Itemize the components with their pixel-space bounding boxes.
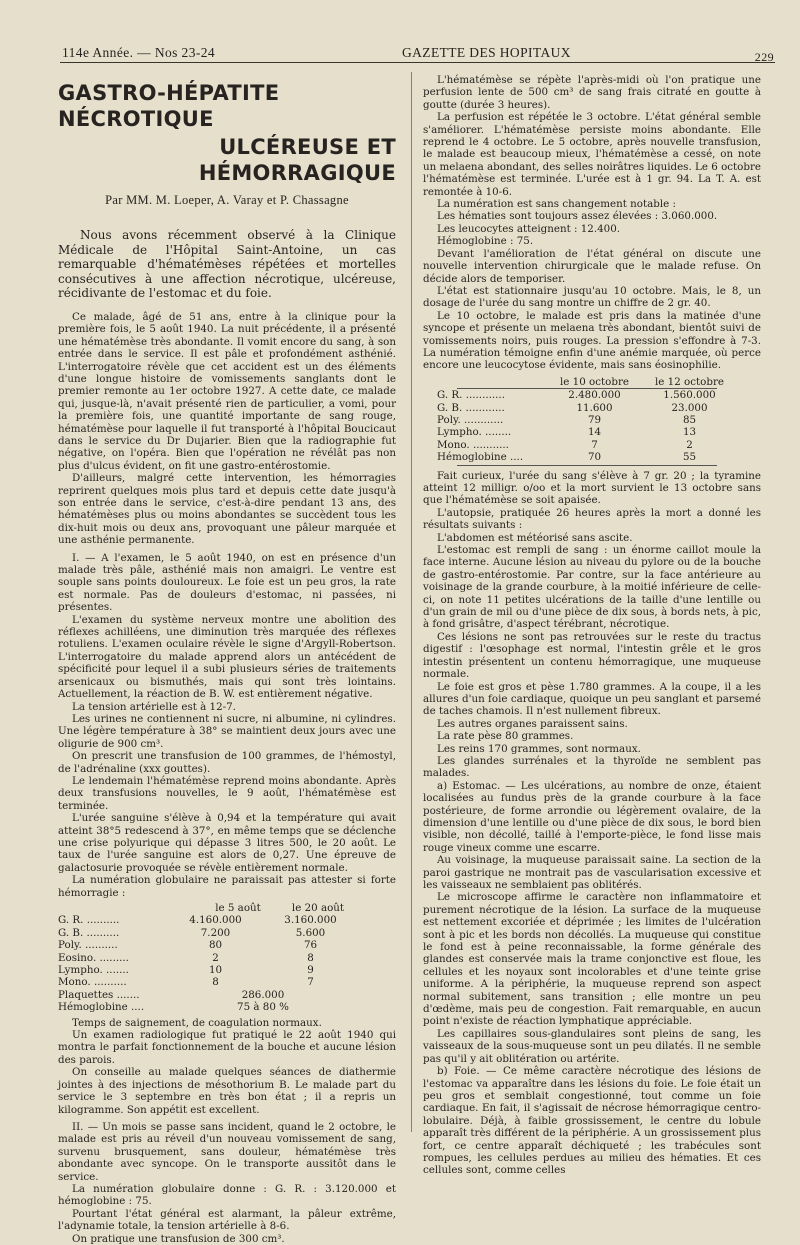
cell: 4.160.000 — [189, 914, 242, 927]
count-block — [437, 210, 761, 247]
cell: 55 — [682, 451, 697, 464]
row-label: Lympho. ........ — [437, 426, 512, 439]
paragraph: La numération globulaire donne : G. R. : 3.120.000 et hémoglobine : 75. — [58, 1182, 396, 1208]
cell: 70 — [587, 451, 602, 464]
table-row — [58, 964, 358, 976]
paragraph: II. — Un mois se passe sans incident, quand le 2 octobre, le malade est pris au réveil d'un nouveau vomissement de sang, survenu brusquement, sans douleur, hématémèse très abondante avec syncope. On le transporte aussitôt dans le service. — [58, 1120, 396, 1183]
table-row — [58, 1001, 358, 1013]
row-label: Poly. .......... — [58, 939, 118, 952]
row-label: Eosino. ......... — [58, 951, 129, 964]
paragraph: Au voisinage, la muqueuse paraissait saine. La section de la paroi gastrique ne montrait pas de vascularisation excessive et les vaisseaux ne semblaient pas oblitérés. — [423, 854, 761, 891]
page-number: 229 — [754, 50, 774, 64]
paragraph: Le microscope affirme le caractère non inflammatoire et purement nécrotique de la lésion. La surface de la muqueuse est nettement excoriée et déprimée ; les limites de l'ulcération sont à pic et les bords non décollés. La muqueuse qui constitue le fond est à peine reconnaissable, la forme générale des glandes est conservée mais la trame conjonctive est floue, les cellules et les noyaux sont incolorables et d'une teinte grise uniforme. A la périphérie, la muqueuse reprend son aspect normal subitement, sans transition ; elle montre un peu d'œdème, mais peu de congestion. Fait remarquable, en aucun point n'existe de réaction lymphatique appréciable. — [423, 891, 761, 1028]
cell: 2 — [686, 438, 693, 451]
blood-count-table — [58, 902, 358, 1014]
cell: 75 à 80 % — [237, 1001, 289, 1014]
paragraph: L'autopsie, pratiquée 26 heures après la mort a donné les résultats suivants : — [423, 506, 761, 532]
article-authors: Par MM. M. Loeper, A. Varay et P. Chassagne — [105, 193, 349, 207]
cell: 2.480.000 — [568, 389, 621, 402]
paragraph: L'hématémèse se répète l'après-midi où l'on pratique une perfusion lente de 500 cm³ de sang frais citraté en goutte à goutte (durée 3 heures). — [423, 74, 761, 111]
column-header: le 5 août — [215, 902, 261, 914]
paragraph: L'estomac est rempli de sang : un énorme caillot moule la face interne. Aucune lésion au niveau du pylore ou de la bouche de gastro-entérostomie. Par contre, sur la face antérieure au voisinage de la grande courbure, à la moitié inférieure de celle-ci, on note 11 petites ulcérations de la taille d'une lentille ou d'un grain de mil ou d'une pièce de dix sous, à bords nets, à pic, à fond grisâtre, d'aspect térébrant, nécrotique. — [423, 544, 761, 631]
cell: 7.200 — [200, 926, 231, 939]
table-row — [437, 426, 737, 438]
column-header: le 10 octobre — [560, 375, 629, 388]
paragraph: L'examen du système nerveux montre une abolition des réflexes achilléens, une diminution très marquée des réflexes rotuliens. L'examen oculaire révèle le signe d'Argyll-Robertson. L'interrogatoire du malade apprend alors un antécédent de spécificité pour lequel il a subi plusieurs séries de traitements arsenicaux ou bismuthés, mais qui sont très lointains. Actuellement, la réaction de B. W. est entièrement négative. — [58, 613, 396, 701]
cell: 10 — [208, 964, 223, 977]
article-abstract: Nous avons récemment observé à la Clinique Médicale de l'Hôpital Saint-Antoine, un cas remarquable d'hématémèses répétées et mortelles consécutives à une affection nécrotique, ulcéreuse, récidivante de l'estomac et du foie. — [58, 228, 396, 301]
paragraph: L'état est stationnaire jusqu'au 10 octobre. Mais, le 8, un dosage de l'urée du sang montre un chiffre de 2 gr. 40. — [423, 284, 761, 310]
paragraph: La tension artérielle est à 12-7. — [72, 700, 236, 713]
row-label: G. B. ............ — [437, 401, 505, 414]
cell: 85 — [682, 413, 697, 426]
cell: 76 — [303, 939, 318, 952]
table-row — [58, 914, 358, 926]
cell: 23.000 — [671, 401, 708, 414]
row-label: Mono. ........... — [437, 438, 509, 451]
article-title-line1: GASTRO-HÉPATITE NÉCROTIQUE — [58, 81, 280, 131]
row-label: G. B. .......... — [58, 926, 120, 939]
table-row — [437, 439, 737, 451]
row-label: G. R. ............ — [437, 389, 505, 402]
table-bottom-rule — [457, 465, 717, 466]
cell: 1.560.000 — [663, 389, 716, 402]
row-label: Poly. ............ — [437, 413, 504, 426]
cell: 7 — [591, 438, 598, 451]
paragraph: Ce malade, âgé de 51 ans, entre à la clinique pour la première fois, le 5 août 1940. La nuit précédente, il a présenté une hématémèse très abondante. Il vomit encore du sang, à son entrée dans le service. Il est pâle et profondément asthénié. L'interrogatoire révèle que cet accident est un des éléments d'une longue histoire de vomissements sanglants dont le premier remonte au 1er octobre 1927. A cette date, ce malade qui, jusque-là, n'avait présenté rien de particulier, a vomi, pour la première fois, une quantité importante de sang rouge, hématémèse pour laquelle il fut transporté à l'hôpital Boucicaut dans le service du Dr Dujarier. Bien que la radiographie fut négative, on l'opéra. Bien que l'opération ne révélât pas non plus d'ulcus évident, on fit une gastro-entérostomie. — [58, 310, 396, 472]
table-row — [58, 952, 358, 964]
paragraph: Les hématies sont toujours assez élevées : 3.060.000. — [437, 210, 718, 223]
paragraph: b) Foie. — Ce même caractère nécrotique des lésions de l'estomac va apparaître dans les lésions du foie. Le foie était un peu gros et semblait congestionné, tout comme un foie cardiaque. En fait, il s'agissait de nécrose hémorragique centro-lobulaire. Déjà, à faible grossissement, le centre du lobule apparaît très différent de la périphérie. A un grossissement plus fort, ce centre apparaît déchiqueté ; les trabécules sont rompues, les cellules perdues au milieu des hématies. Et ces cellules sont, comme celles — [423, 1065, 761, 1177]
cell: 9 — [307, 964, 314, 977]
column-header: le 20 août — [291, 902, 345, 914]
paragraph: Temps de saignement, de coagulation normaux. — [72, 1016, 322, 1029]
paragraph: Le 10 octobre, le malade est pris dans la matinée d'une syncope et présente un melaena très abondant, bientôt suivi de vomissements noirs, puis rouges. La pression s'effondre à 7-3. La numération témoigne enfin d'une anémie marquée, où perce encore une leucocytose évidente, mais sans éosinophilie. — [423, 309, 761, 372]
cell: 5.600 — [295, 926, 326, 939]
paragraph: Les leucocytes atteignent : 12.400. — [437, 222, 621, 235]
paragraph: On prescrit une transfusion de 100 grammes, de l'hémostyl, de l'adrénaline (xxx gouttes). — [58, 750, 396, 775]
paragraph: La numération globulaire ne paraissait pas attester si forte hémorragie : — [58, 874, 396, 899]
paragraph: Devant l'amélioration de l'état général on discute une nouvelle intervention chirurgicale que le malade refuse. On décide alors de temporiser. — [423, 247, 761, 285]
issue-label: 114e Année. — Nos 23-24 — [62, 45, 216, 60]
cell: 13 — [682, 426, 697, 439]
table-row — [58, 976, 358, 988]
row-label: Hémoglobine .... — [58, 1001, 145, 1014]
table-row — [58, 927, 358, 939]
table-row — [58, 989, 358, 1001]
paragraph: Les glandes surrénales et la thyroïde ne semblent pas malades. — [423, 754, 761, 780]
row-label: Hémoglobine .... — [437, 451, 524, 464]
paragraph: On conseille au malade quelques séances de diathermie jointes à des injections de mésothorium B. Le malade part du service le 3 septembre en très bon état ; il a repris un kilogramme. Son appétit est excellent. — [58, 1066, 396, 1116]
cell: 8 — [212, 976, 219, 989]
cell: 14 — [587, 426, 602, 439]
table-row — [437, 414, 737, 426]
row-label: Plaquettes ....... — [58, 988, 140, 1001]
cell: 7 — [307, 976, 314, 989]
paragraph: La perfusion est répétée le 3 octobre. L'état général semble s'améliorer. L'hématémèse persiste moins abondante. Elle reprend le 4 octobre. Le 5 octobre, après nouvelle transfusion, le malade est beaucoup mieux, l'hématémèse a cessé, on note un melaena abondant, des selles noirâtres liquides. Le 6 octobre l'hématémèse est terminée. L'urée est à 1 gr. 94. La T. A. est remontée à 10-6. — [423, 111, 761, 198]
paragraph: D'ailleurs, malgré cette intervention, les hémorragies reprirent quelques mois plus tard et depuis cette date jusqu'à son entrée dans le service, c'est-à-dire pendant 13 ans, des hématémèses plus ou moins abondantes se succèdent tous les dix-huit mois ou deux ans, provoquant une pâleur marquée et une asthénie permanente. — [58, 472, 396, 547]
paragraph: Hémoglobine : 75. — [437, 235, 534, 248]
table-header — [437, 376, 737, 388]
table-header — [58, 902, 358, 914]
header-rule — [60, 62, 775, 63]
paragraph: Ces lésions ne sont pas retrouvées sur le reste du tractus digestif : l'œsophage est normal, l'intestin grêle et le gros intestin présentent un contenu hémorragique, une muqueuse normale. — [423, 630, 761, 681]
table-row — [437, 389, 737, 401]
paragraph: La numération est sans changement notable : — [437, 198, 676, 211]
cell: 79 — [587, 413, 602, 426]
paragraph: Le foie est gros et pèse 1.780 grammes. A la coupe, il a les allures d'un foie cardiaque, quoique un peu sanglant et parsemé de taches chamois. Il n'est nullement fibreux. — [423, 680, 761, 718]
paragraph: Les autres organes paraissent sains. — [437, 717, 628, 730]
cell: 286.000 — [241, 988, 285, 1001]
column-header: le 12 octobre — [655, 375, 724, 388]
cell: 2 — [212, 951, 219, 964]
row-label: Mono. .......... — [58, 976, 127, 989]
paragraph: L'abdomen est météorisé sans ascite. — [437, 531, 633, 544]
paragraph: Les capillaires sous-glandulaires sont pleins de sang, les vaisseaux de la sous-muqueuse sont un peu dilatés. Il ne semble pas qu'il y ait oblitération ou artérite. — [423, 1027, 761, 1065]
paragraph: Le lendemain l'hématémèse reprend moins abondante. Après deux transfusions nouvelles, le 9 août, l'hématémèse est terminée. — [58, 774, 396, 812]
paragraph: a) Estomac. — Les ulcérations, au nombre de onze, étaient localisées au fundus près de la grande courbure à la face postérieure, de forme arrondie ou légèrement ovalaire, de la dimension d'une lentille ou d'une pièce de dix sous, le bord bien visible, non décollé, taillé à l'emporte-pièce, le fond lisse mais rouge vineux comme une escarre. — [423, 779, 761, 854]
table-row — [58, 939, 358, 951]
cell: 11.600 — [576, 401, 613, 414]
table-row — [437, 451, 737, 463]
article-title-line2: ULCÉREUSE ET HÉMORRAGIQUE — [198, 135, 396, 185]
column-divider — [411, 72, 412, 1132]
blood-count-table-october — [437, 376, 737, 466]
cell: 3.160.000 — [284, 914, 337, 927]
paragraph: Fait curieux, l'urée du sang s'élève à 7 gr. 20 ; la tyramine atteint 12 milligr. o/oo et la mort survient le 13 octobre sans que l'hématémèse se soit apaisée. — [423, 469, 761, 507]
journal-title: GAZETTE DES HOPITAUX — [402, 45, 571, 60]
row-label: G. R. .......... — [58, 914, 120, 927]
paragraph: Les reins 170 grammes, sont normaux. — [437, 742, 641, 755]
cell: 8 — [307, 951, 314, 964]
paragraph: I. — A l'examen, le 5 août 1940, on est en présence d'un malade très pâle, asthénié mais non amaigri. Le ventre est souple sans points douloureux. Le foie est un peu gros, la rate est normale. Pas de douleurs d'estomac, ni passées, ni présentes. — [58, 551, 396, 614]
paragraph: Pourtant l'état général est alarmant, la pâleur extrême, l'adynamie totale, la tension artérielle à 8-6. — [58, 1207, 396, 1233]
cell: 80 — [208, 939, 223, 952]
paragraph: Un examen radiologique fut pratiqué le 22 août 1940 qui montra le parfait fonctionnement de la bouche et aucune lésion des parois. — [58, 1029, 396, 1066]
table-row — [437, 402, 737, 414]
paragraph: On pratique une transfusion de 300 cm³. — [72, 1232, 285, 1245]
left-column — [58, 72, 396, 1245]
paragraph: Les urines ne contiennent ni sucre, ni albumine, ni cylindres. Une légère température à 38° se maintient deux jours avec une oligurie de 900 cm³. — [58, 712, 396, 750]
running-header — [62, 40, 774, 62]
right-column — [423, 74, 761, 1177]
paragraph: La rate pèse 80 grammes. — [437, 730, 574, 743]
paragraph: L'urée sanguine s'élève à 0,94 et la température qui avait atteint 38°5 redescend à 37°, en même temps que se déclenche une crise polyurique qui dépasse 3 litres 500, le 20 août. Le taux de l'urée sanguine est alors de 0,27. Une épreuve de galactosurie provoquée se révèle entièrement normale. — [58, 812, 396, 874]
row-label: Lympho. ....... — [58, 964, 129, 977]
